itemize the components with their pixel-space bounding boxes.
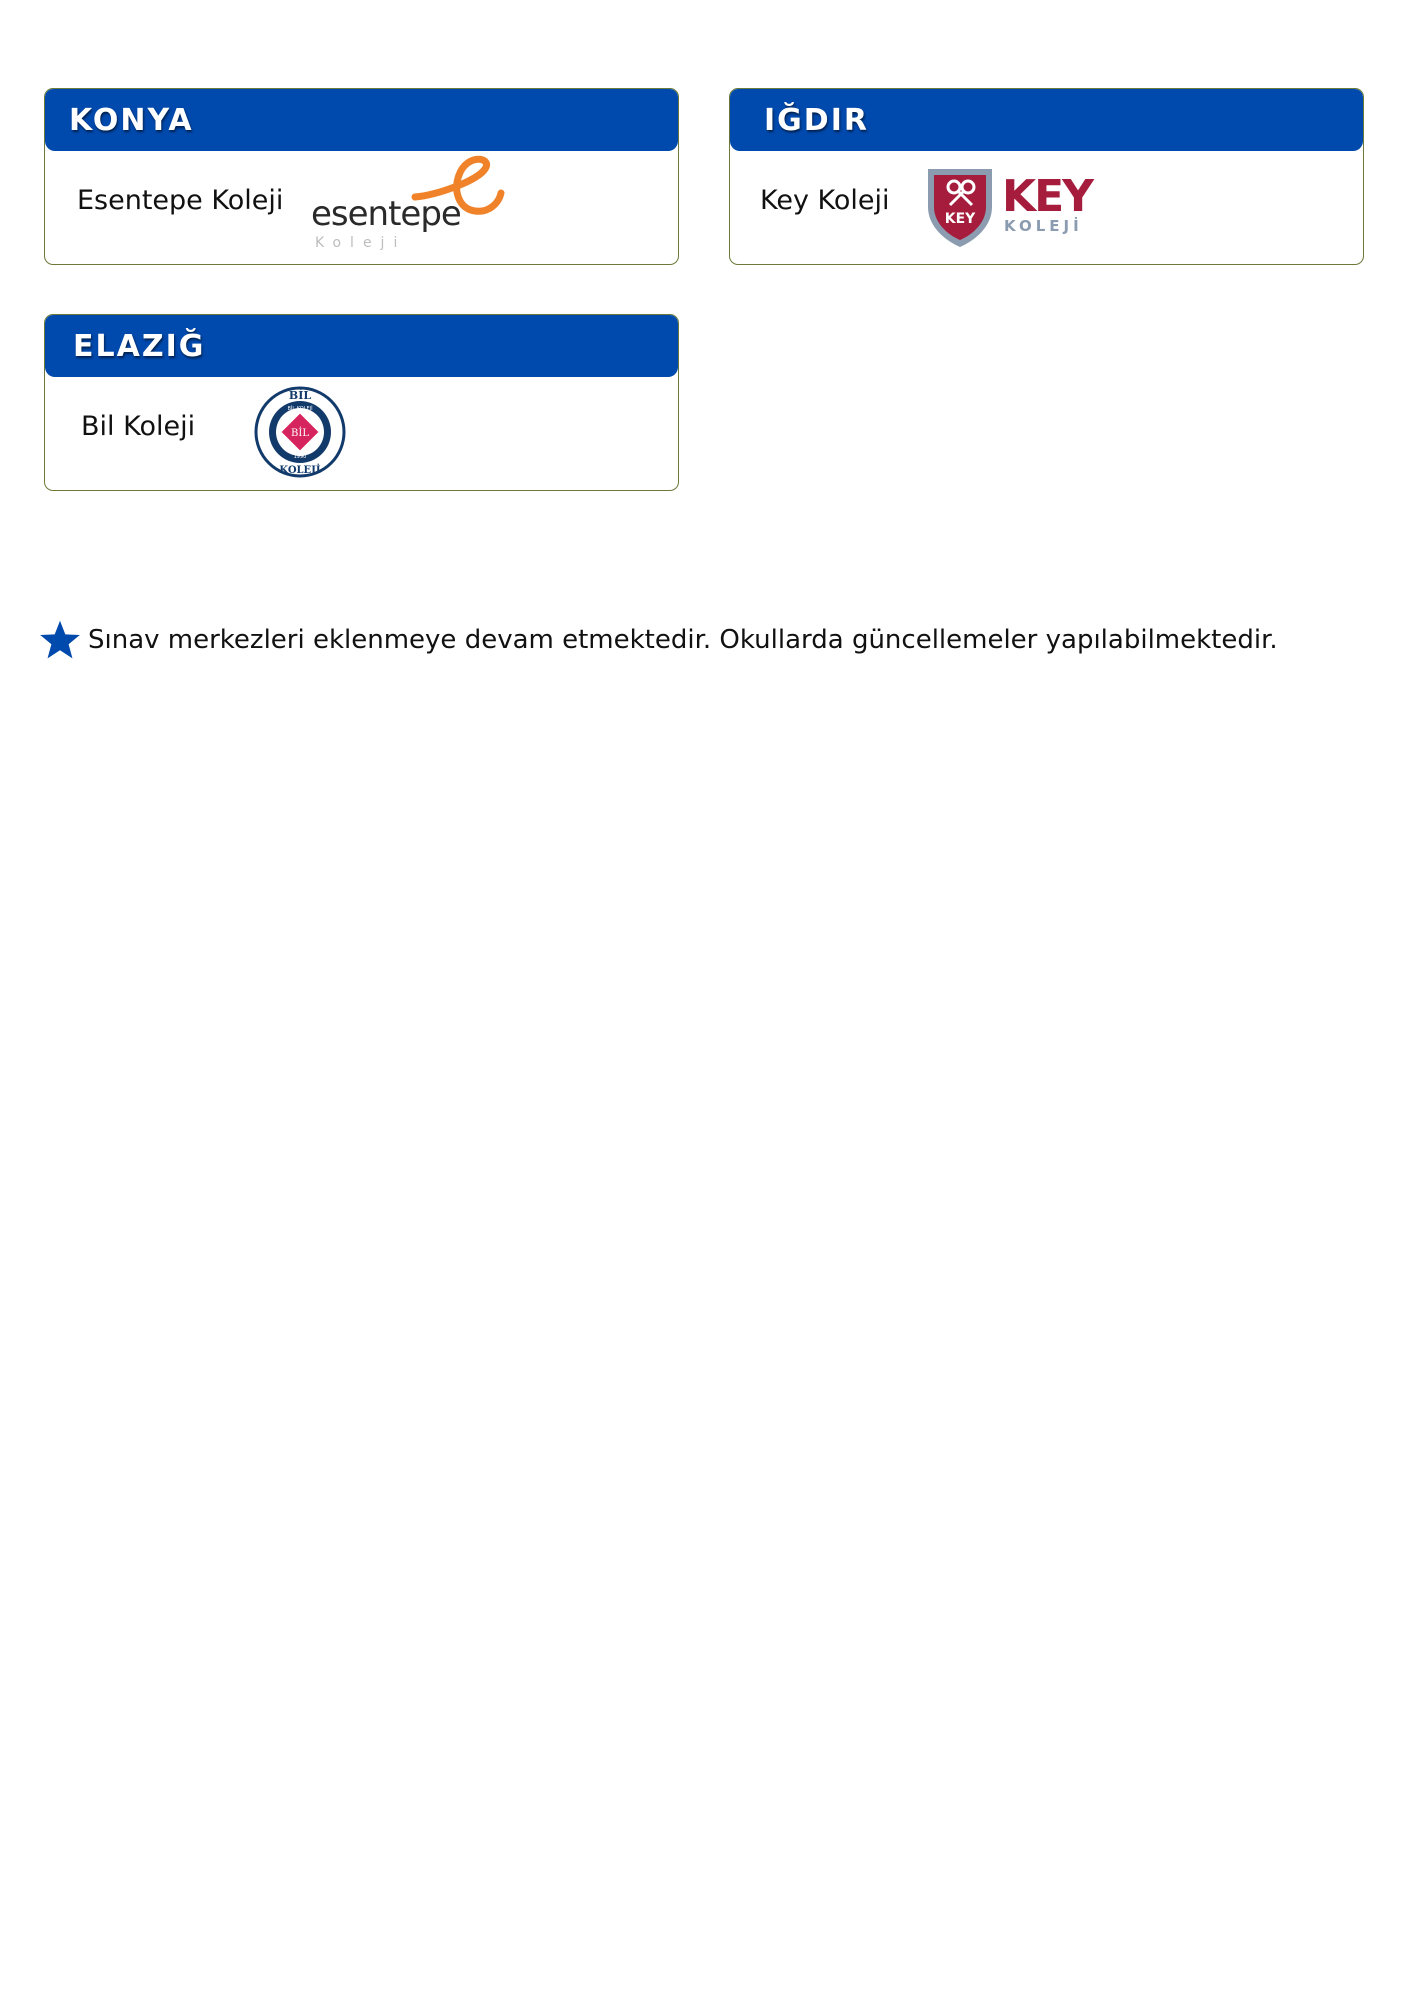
- star-icon: [38, 618, 82, 662]
- info-note: [38, 618, 1278, 662]
- logo-inner-ring: BİL KOLEJİ: [287, 406, 313, 412]
- exam-center-card-elazig: [44, 314, 679, 491]
- city-title: ELAZIĞ: [73, 328, 206, 364]
- school-name: Key Koleji: [760, 185, 890, 216]
- logo-sub: Koleji: [315, 235, 407, 251]
- logo-ring-top: BİL: [288, 389, 312, 402]
- card-body: [45, 151, 678, 264]
- esentepe-logo: [307, 155, 507, 260]
- card-body: [730, 151, 1363, 264]
- logo-sub: KOLEJİ: [1004, 217, 1083, 235]
- exam-center-card-konya: [44, 88, 679, 265]
- card-header: [730, 89, 1363, 151]
- logo-word: esentepe: [311, 194, 461, 234]
- bil-logo: [253, 385, 347, 484]
- card-header: [45, 89, 678, 151]
- logo-ring-bottom: KOLEJİ: [279, 465, 321, 476]
- city-title: KONYA: [69, 102, 194, 138]
- city-title: IĞDIR: [764, 102, 869, 138]
- school-name: Esentepe Koleji: [77, 185, 284, 216]
- card-body: [45, 377, 678, 490]
- shield-text: KEY: [944, 211, 976, 227]
- exam-center-card-igdir: [729, 88, 1364, 265]
- school-name: Bil Koleji: [81, 411, 196, 442]
- logo-year: 1990: [293, 454, 307, 460]
- logo-center: BİL: [291, 428, 309, 439]
- card-header: [45, 315, 678, 377]
- note-text: Sınav merkezleri eklenmeye devam etmektedir. Okullarda güncellemeler yapılabilmektedir.: [88, 625, 1278, 655]
- logo-word: KEY: [1002, 171, 1093, 222]
- key-logo: [922, 165, 1112, 254]
